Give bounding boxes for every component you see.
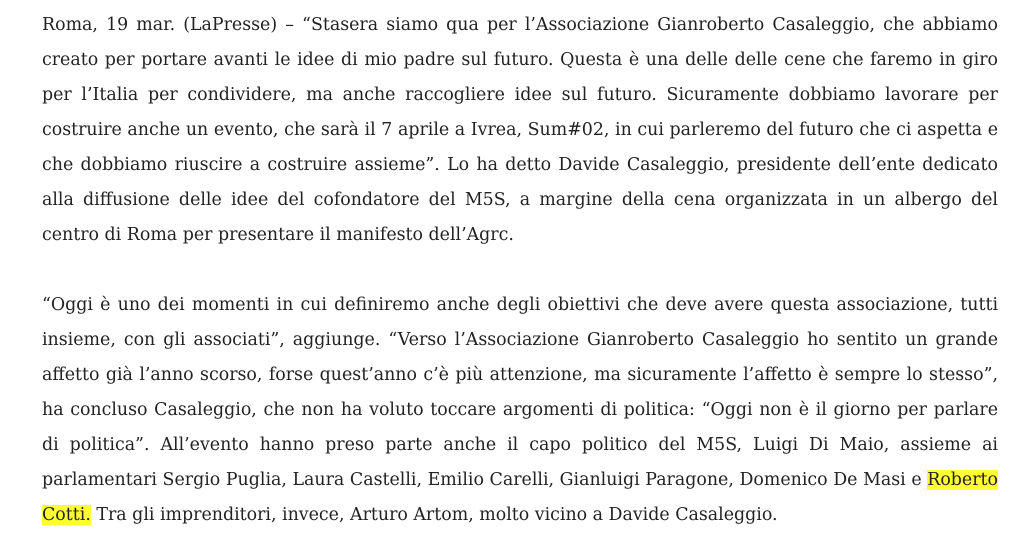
highlighted-name: Roberto Cotti. (42, 470, 998, 525)
paragraph-2-ending: Tra gli imprenditori, invece, Arturo Artom, molto vicino a Davide Casaleggio. (90, 505, 778, 525)
paragraph-1: Roma, 19 mar. (LaPresse) – “Stasera siamo qua per l’Associazione Gianroberto Casaleggio, che abbiamo creato per portare avanti le idee di mio padre sul futuro. Questa è una delle delle cene che faremo in giro per l’Italia per condividere, ma anche raccogliere idee sul futuro. Sicuramente dobbiamo lavorare per costruire anche un evento, che sarà il 7 aprile a Ivrea, Sum#02, in cui parleremo del futuro che ci aspetta e che dobbiamo riuscire a costruire assieme”. Lo ha detto Davide Casaleggio, presidente dell’ente dedicato alla diffusione delle idee del cofondatore del M5S, a margine della cena organizzata in un albergo del centro di Roma per presentare il manifesto dell’Agrc. (42, 15, 998, 245)
paragraph-2-text: “Oggi è uno dei momenti in cui definiremo anche degli obiettivi che deve avere questa associazione, tutti insieme, con gli associati”, aggiunge. “Verso l’Associazione Gianroberto Casaleggio ho sentito un grande affetto già l’anno scorso, forse quest’anno c’è più attenzione, ma sicuramente l’affetto è sempre lo stesso”, ha concluso Casaleggio, che non ha voluto toccare argomenti di politica: “Oggi non è il giorno per parlare di politica”. All’evento hanno preso parte anche il capo politico del M5S, Luigi Di Maio, assieme ai parlamentari Sergio Puglia, Laura Castelli, Emilio Carelli, Gianluigi Paragone, Domenico De Masi e (42, 295, 998, 490)
paragraph-2 (42, 288, 998, 533)
article-body (42, 8, 998, 533)
